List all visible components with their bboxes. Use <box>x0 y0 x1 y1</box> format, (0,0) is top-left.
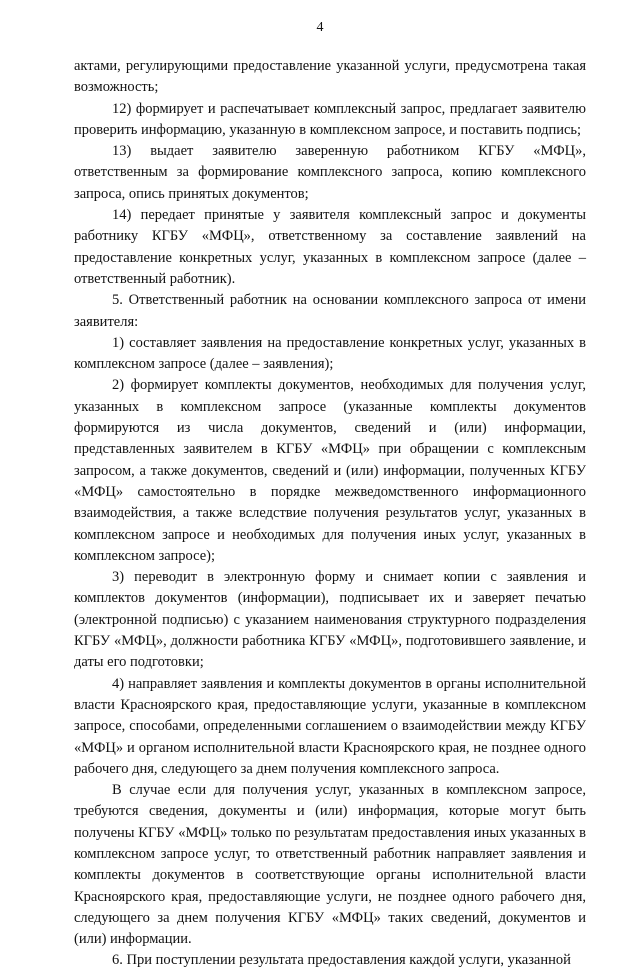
paragraph: 4) направляет заявления и комплекты документов в органы исполнительной власти Красноярского края, предоставляющие услуги, указанные в комплексном запросе, способами, определенными соглашением о взаимодействии между КГБУ «МФЦ» и органом исполнительной власти Красноярского края, не позднее одного рабочего дня, следующего за днем получения комплексного запроса. <box>74 675 586 777</box>
paragraph: 12) формирует и распечатывает комплексный запрос, предлагает заявителю проверить информацию, указанную в комплексном запросе, и поставить подпись; <box>74 100 586 138</box>
page-number: 4 <box>316 20 324 35</box>
paragraph: 6. При поступлении результата предоставления каждой услуги, указанной <box>112 952 571 969</box>
paragraph: 13) выдает заявителю заверенную работником КГБУ «МФЦ», ответственным за формирование комплексного запроса, копию комплексного запроса, опись принятых документов; <box>74 143 586 202</box>
paragraph: 2) формирует комплекты документов, необходимых для получения услуг, указанных в комплексном запросе (указанные комплекты документов формируются из числа документов, сведений и (или) информации, представленных заявителем в КГБУ «МФЦ» при обращении с комплексным запросом, а также документов, сведений и (или) информации, полученных КГБУ «МФЦ» самостоятельно в порядке межведомственного информационного взаимодействия, а также вследствие получения результатов услуг, указанных в комплексном запросе и необходимых для получения иных услуг, указанных в комплексном запросе); <box>74 377 586 564</box>
document-body <box>74 56 586 972</box>
paragraph: 3) переводит в электронную форму и снимает копии с заявления и комплектов документов (информации), подписывает их и заверяет печатью (электронной подписью) с указанием наименования структурного подразделения КГБУ «МФЦ», должности работника КГБУ «МФЦ», подготовившего заявление, и даты его подготовки; <box>74 569 586 671</box>
paragraph: 14) передает принятые у заявителя комплексный запрос и документы работнику КГБУ «МФЦ», ответственному за составление заявлений на предоставление конкретных услуг, указанных в комплексном запросе (далее – ответственный работник). <box>74 207 586 287</box>
paragraph: актами, регулирующими предоставление указанной услуги, предусмотрена такая возможность; <box>74 58 586 96</box>
paragraph: 5. Ответственный работник на основании комплексного запроса от имени заявителя: <box>74 292 586 330</box>
paragraph: 1) составляет заявления на предоставление конкретных услуг, указанных в комплексном запросе (далее – заявления); <box>74 334 586 373</box>
paragraph: В случае если для получения услуг, указанных в комплексном запросе, требуются сведения, документы и (или) информация, которые могут быть получены КГБУ «МФЦ» только по результатам предоставления иных указанных в комплексном запросе услуг, то ответственный работник направляет заявления и комплекты документов в соответствующие органы исполнительной власти Красноярского края, предоставляющие услуги, не позднее одного рабочего дня, следующего за днем получения КГБУ «МФЦ» таких сведений, документов и (или) информации. <box>74 782 586 948</box>
